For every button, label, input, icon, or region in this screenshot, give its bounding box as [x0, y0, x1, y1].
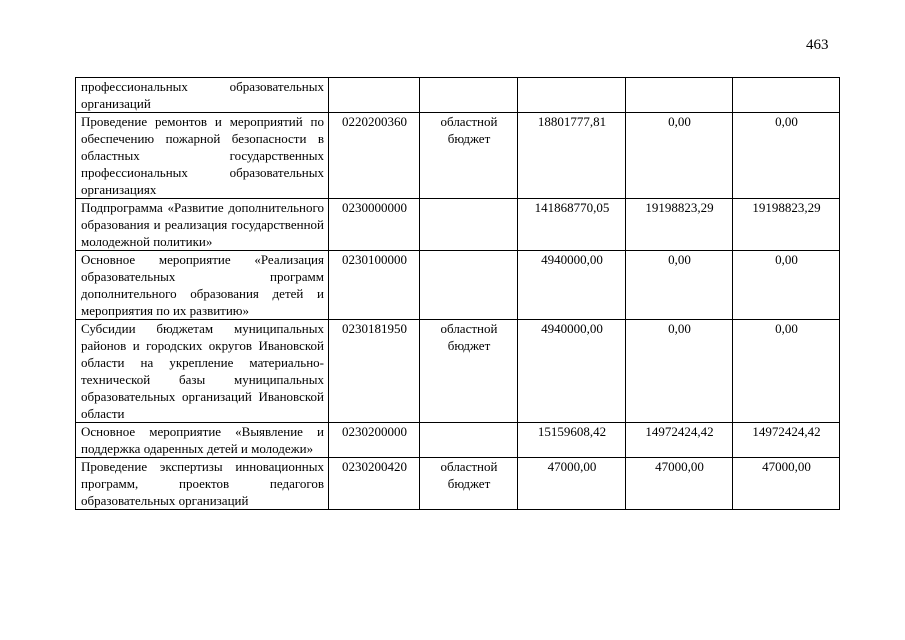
table-row [76, 423, 840, 458]
item-name-cell: профессиональных образовательных организаций [76, 78, 329, 113]
page-number: 463 [806, 37, 829, 53]
amount-cell-2: 19198823,29 [626, 199, 733, 251]
amount-cell-2: 47000,00 [626, 458, 733, 510]
amount-cell-1: 141868770,05 [518, 199, 626, 251]
source-cell: областной бюджет [420, 320, 518, 423]
code-cell: 0230181950 [329, 320, 420, 423]
amount-cell-3: 14972424,42 [733, 423, 840, 458]
table-row [76, 199, 840, 251]
amount-cell-2: 0,00 [626, 251, 733, 320]
source-cell [420, 78, 518, 113]
code-cell: 0230200000 [329, 423, 420, 458]
budget-table [75, 77, 840, 510]
code-cell [329, 78, 420, 113]
amount-cell-1: 47000,00 [518, 458, 626, 510]
amount-cell-1: 15159608,42 [518, 423, 626, 458]
amount-cell-3: 0,00 [733, 113, 840, 199]
item-name-cell: Основное мероприятие «Выявление и поддержка одаренных детей и молодежи» [76, 423, 329, 458]
item-name-cell: Подпрограмма «Развитие дополнительного образования и реализация государственной молодежной политики» [76, 199, 329, 251]
amount-cell-3 [733, 78, 840, 113]
amount-cell-1: 4940000,00 [518, 320, 626, 423]
source-cell: областной бюджет [420, 458, 518, 510]
code-cell: 0230100000 [329, 251, 420, 320]
code-cell: 0230200420 [329, 458, 420, 510]
source-cell [420, 199, 518, 251]
amount-cell-3: 47000,00 [733, 458, 840, 510]
amount-cell-3: 0,00 [733, 320, 840, 423]
amount-cell-1: 4940000,00 [518, 251, 626, 320]
source-cell [420, 251, 518, 320]
amount-cell-2: 0,00 [626, 320, 733, 423]
source-cell [420, 423, 518, 458]
item-name-cell: Субсидии бюджетам муниципальных районов и городских округов Ивановской области на укрепление материально-технической базы муниципальных образовательных организаций Ивановской области [76, 320, 329, 423]
item-name-cell: Основное мероприятие «Реализация образовательных программ дополнительного образования детей и мероприятия по их развитию» [76, 251, 329, 320]
code-cell: 0220200360 [329, 113, 420, 199]
item-name-cell: Проведение экспертизы инновационных программ, проектов педагогов образовательных организаций [76, 458, 329, 510]
table-row [76, 113, 840, 199]
table-row [76, 251, 840, 320]
amount-cell-2: 14972424,42 [626, 423, 733, 458]
table-row [76, 78, 840, 113]
table-row [76, 458, 840, 510]
code-cell: 0230000000 [329, 199, 420, 251]
amount-cell-2 [626, 78, 733, 113]
item-name-cell: Проведение ремонтов и мероприятий по обеспечению пожарной безопасности в областных государственных профессиональных образовательных организациях [76, 113, 329, 199]
amount-cell-1: 18801777,81 [518, 113, 626, 199]
source-cell: областной бюджет [420, 113, 518, 199]
amount-cell-3: 0,00 [733, 251, 840, 320]
amount-cell-3: 19198823,29 [733, 199, 840, 251]
amount-cell-1 [518, 78, 626, 113]
amount-cell-2: 0,00 [626, 113, 733, 199]
table-row [76, 320, 840, 423]
